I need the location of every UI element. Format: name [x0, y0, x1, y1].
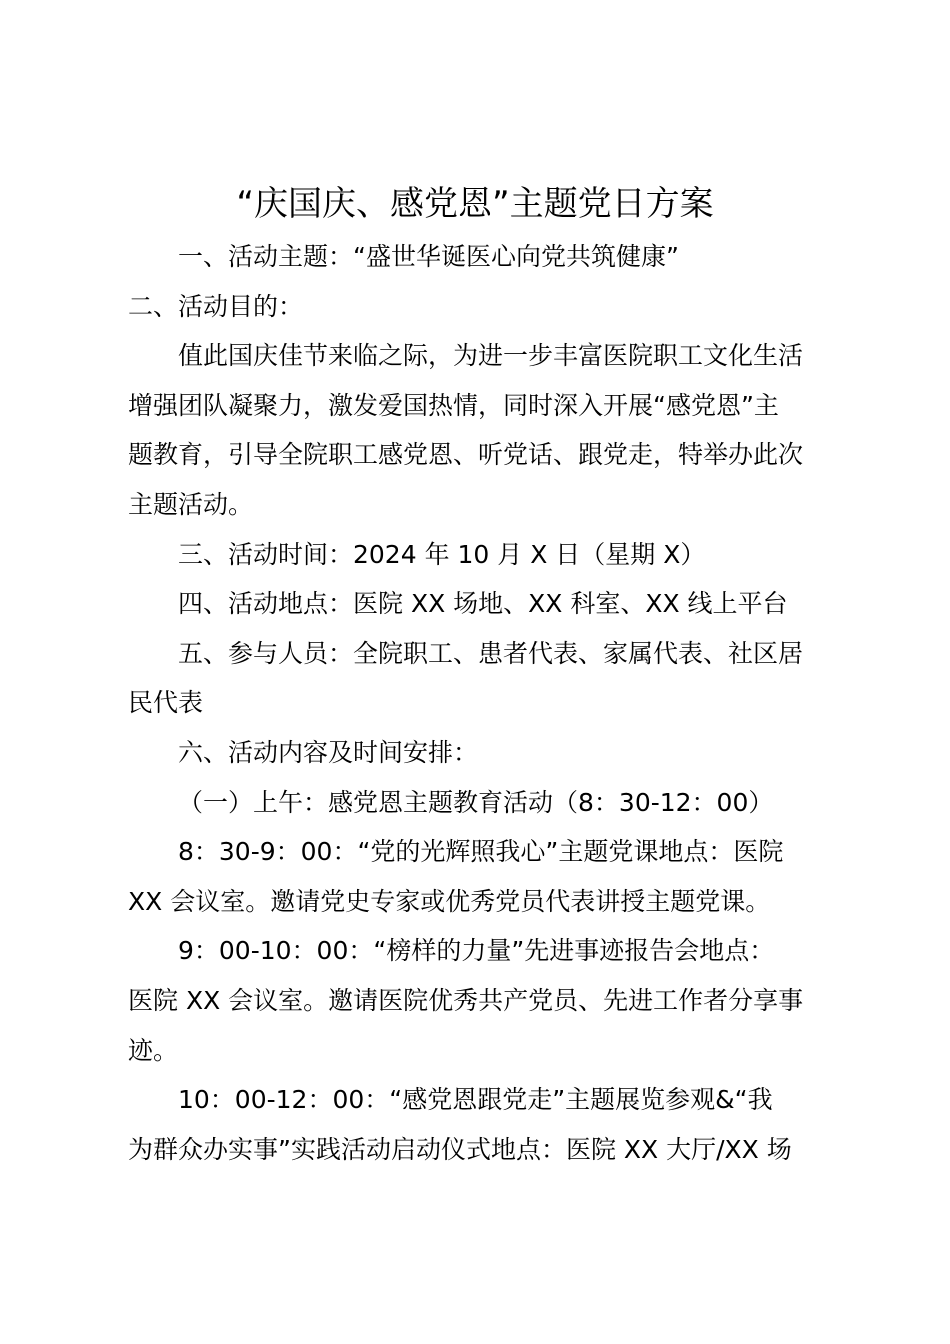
- text-line: 值此国庆佳节来临之际，为进一步丰富医院职工文化生活: [178, 341, 804, 371]
- text-line: 医院 XX 会议室。邀请医院优秀共产党员、先进工作者分享事: [128, 985, 804, 1015]
- text-line: 五、参与人员：全院职工、患者代表、家属代表、社区居: [178, 638, 804, 668]
- text-line: 二、活动目的：: [128, 291, 304, 321]
- text-line: 六、活动内容及时间安排：: [178, 737, 479, 767]
- text-line: 三、活动时间：2024 年 10 月 X 日（星期 X）: [178, 539, 706, 569]
- text-line: 8：30-9：00：“党的光辉照我心”主题党课地点：医院: [178, 837, 784, 867]
- document-body: [128, 232, 833, 1174]
- text-line: 题教育，引导全院职工感党恩、听党话、跟党走，特举办此次: [128, 440, 804, 470]
- text-line: 为群众办实事”实践活动启动仪式地点：医院 XX 大厅/XX 场: [128, 1134, 792, 1164]
- text-line: 四、活动地点：医院 XX 场地、XX 科室、XX 线上平台: [178, 589, 788, 619]
- text-line: 迹。: [128, 1035, 179, 1065]
- text-line: 民代表: [128, 688, 204, 718]
- text-line: XX 会议室。邀请党史专家或优秀党员代表讲授主题党课。: [128, 886, 771, 916]
- text-line: （一）上午：感党恩主题教育活动（8：30-12：00）: [178, 787, 774, 817]
- document-title: “庆国庆、感党恩”主题党日方案: [236, 184, 714, 224]
- text-line: 增强团队凝聚力，激发爱国热情，同时深入开展“感党恩”主: [128, 390, 779, 420]
- text-line: 10：00-12：00：“感党恩跟党走”主题展览参观&“我: [178, 1085, 773, 1115]
- text-line: 9：00-10：00：“榜样的力量”先进事迹报告会地点：: [178, 936, 775, 966]
- text-line: 主题活动。: [128, 489, 254, 519]
- text-line: 一、活动主题：“盛世华诞医心向党共筑健康”: [178, 242, 679, 271]
